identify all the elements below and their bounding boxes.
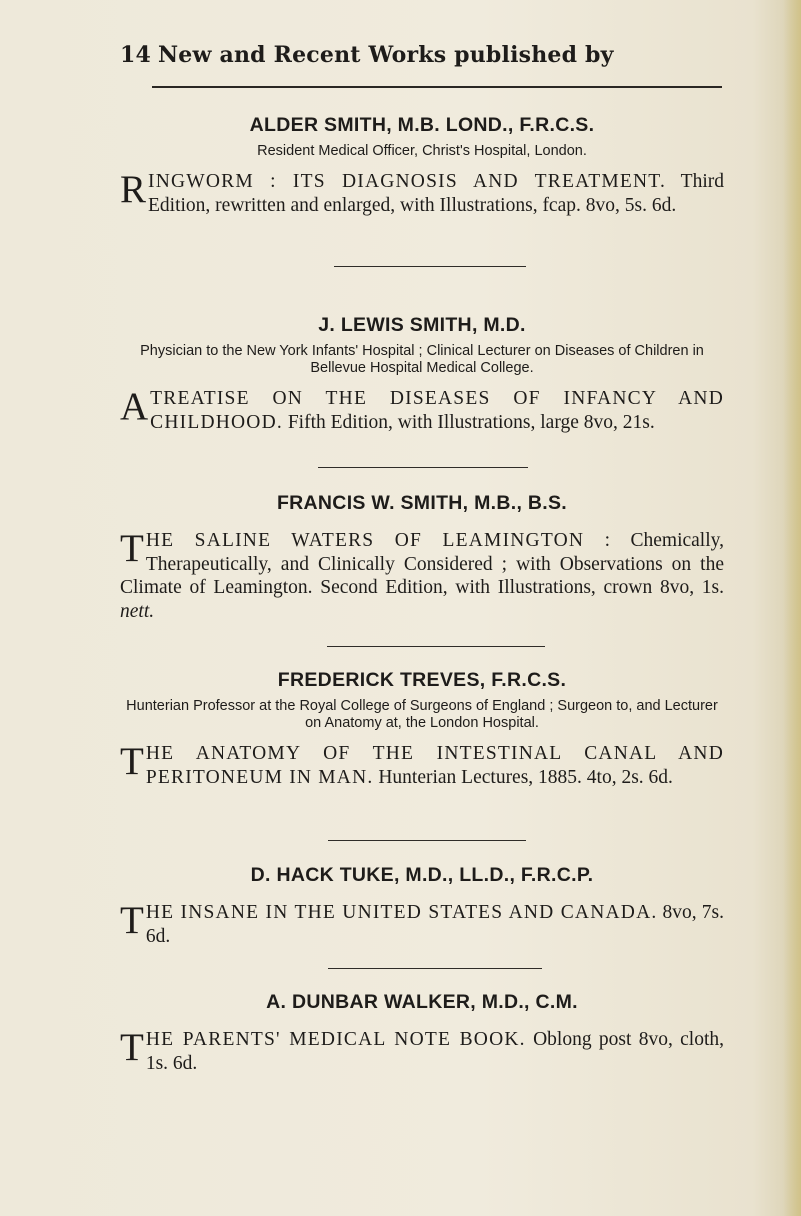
- work-title: INGWORM : ITS DIAGNOSIS AND TREATMENT.: [148, 171, 667, 192]
- drop-initial: T: [120, 1026, 144, 1069]
- work-description: [120, 387, 724, 434]
- catalogue-entry: [120, 314, 724, 434]
- catalogue-entry: [120, 864, 724, 948]
- section-divider: [328, 840, 526, 841]
- header-rule: [152, 86, 722, 88]
- author-affiliation: Resident Medical Officer, Christ's Hospital, London.: [257, 143, 587, 159]
- author-name: FREDERICK TREVES, F.R.C.S.: [277, 669, 567, 691]
- author-name: FRANCIS W. SMITH, M.B., B.S.: [276, 492, 568, 514]
- work-description: [120, 1028, 724, 1075]
- work-details: Hunterian Lectures, 1885. 4to, 2s. 6d.: [378, 766, 673, 788]
- page-edge-shading: [783, 0, 801, 1216]
- section-divider: [334, 266, 526, 267]
- page-number: 14: [120, 42, 152, 68]
- work-title: HE SALINE WATERS OF LEAMINGTON :: [145, 530, 612, 551]
- catalogue-entry: [120, 991, 724, 1075]
- work-details: Third Edition, rewritten and enlarged, with Illustrations, fcap. 8vo, 5s. 6d.: [148, 171, 724, 216]
- author-affiliation: Physician to the New York Infants' Hospital ; Clinical Lecturer on Diseases of Children in Bellevue Hospital Medical College.: [140, 343, 704, 376]
- work-details: Chemically, Therapeutically, and Clinically Considered ; with Observations on the Climate of Leamington. Second Edition, with Illustrations, crown 8vo, 1s.: [120, 530, 724, 598]
- work-title: TREATISE ON THE DISEASES OF INFANCY AND CHILDHOOD.: [150, 388, 724, 433]
- work-title: HE PARENTS' MEDICAL NOTE BOOK.: [145, 1029, 526, 1050]
- catalogue-entry: [120, 492, 724, 623]
- work-details: 8vo, 7s. 6d.: [145, 902, 724, 947]
- drop-initial: R: [120, 168, 147, 211]
- catalogue-entry: [120, 669, 724, 789]
- drop-initial: T: [120, 527, 144, 570]
- work-title: HE INSANE IN THE UNITED STATES AND CANADA.: [145, 902, 658, 923]
- running-header: [120, 42, 720, 74]
- author-name: D. HACK TUKE, M.D., LL.D., F.R.C.P.: [250, 864, 594, 886]
- drop-initial: T: [120, 899, 144, 942]
- catalogue-entry: [120, 114, 724, 217]
- author-name: ALDER SMITH, M.B. LOND., F.R.C.S.: [249, 114, 595, 136]
- drop-initial: T: [120, 740, 144, 783]
- work-description: [120, 901, 724, 948]
- work-title: HE ANATOMY OF THE INTESTINAL CANAL AND PERITONEUM IN MAN.: [145, 743, 724, 788]
- work-description: [120, 170, 724, 217]
- work-details: Fifth Edition, with Illustrations, large 8vo, 21s.: [287, 411, 655, 433]
- work-description: [120, 529, 724, 623]
- author-name: J. LEWIS SMITH, M.D.: [318, 314, 526, 336]
- running-title: New and Recent Works published by: [158, 42, 614, 68]
- section-divider: [318, 467, 528, 468]
- author-affiliation: Hunterian Professor at the Royal College of Surgeons of England ; Surgeon to, and Lecturer on Anatomy at, the London Hospital.: [126, 698, 718, 731]
- work-details: Oblong post 8vo, cloth, 1s. 6d.: [145, 1029, 725, 1074]
- author-name: A. DUNBAR WALKER, M.D., C.M.: [266, 991, 578, 1013]
- work-description: [120, 742, 724, 789]
- section-divider: [328, 968, 542, 969]
- work-price-note: nett.: [120, 600, 155, 622]
- section-divider: [327, 646, 545, 647]
- drop-initial: A: [120, 385, 149, 428]
